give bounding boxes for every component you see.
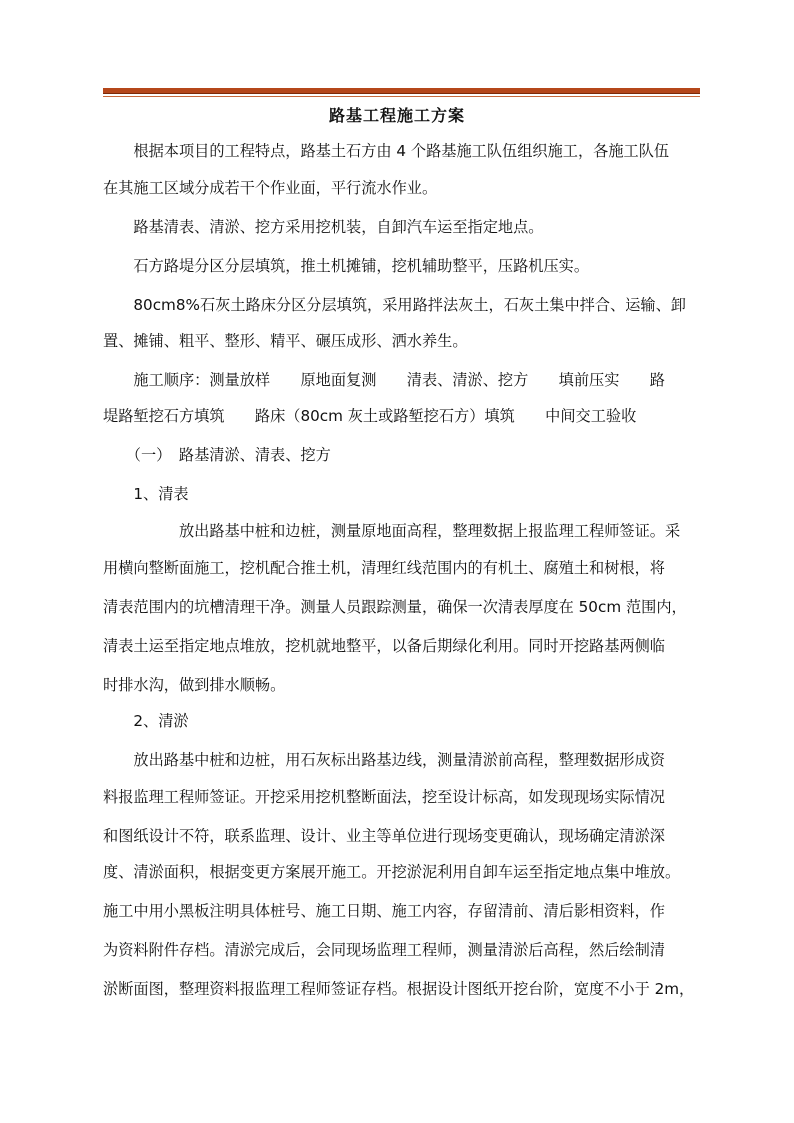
text-line: 清表范围内的坑槽清理干净。测量人员跟踪测量，确保一次清表厚度在 50cm 范围内， [103,598,687,616]
subsection-heading: 1、清表 [103,485,189,503]
text-line: 和图纸设计不符，联系监理、设计、业主等单位进行现场变更确认，现场确定清淤深 [103,827,665,845]
subsection-heading: 2、清淤 [103,712,189,730]
header-rule [103,88,700,94]
text-line: 放出路基中桩和边桩，用石灰标出路基边线，测量清淤前高程，整理数据形成资 [103,751,665,769]
text-line: 施工中用小黑板注明具体桩号、施工日期、施工内容，存留清前、清后影相资料，作 [103,902,665,920]
text-line: 时排水沟，做到排水顺畅。 [103,676,286,694]
text-line: 80cm8%石灰土路床分区分层填筑，采用路拌法灰土，石灰土集中拌合、运输、卸 [103,296,686,314]
text-line: 度、清淤面积，根据变更方案展开施工。开挖淤泥利用自卸车运至指定地点集中堆放。 [103,863,681,881]
text-line: 施工顺序：测量放样 原地面复测 清表、清淤、挖方 填前压实 路 [103,371,665,389]
section-heading: （一） 路基清淤、清表、挖方 [103,446,331,464]
text-line: 清表土运至指定地点堆放，挖机就地整平，以备后期绿化利用。同时开挖路基两侧临 [103,637,665,655]
text-line: 放出路基中桩和边桩，测量原地面高程，整理数据上报监理工程师签证。采 [103,522,681,540]
text-line: 淤断面图，整理资料报监理工程师签证存档。根据设计图纸开挖台阶，宽度不小于 2m， [103,980,695,998]
text-line: 用横向整断面施工，挖机配合推土机，清理红线范围内的有机土、腐殖土和树根，将 [103,559,665,577]
text-line: 置、摊铺、粗平、整形、精平、碾压成形、洒水养生。 [103,332,468,350]
text-line: 在其施工区域分成若干个作业面，平行流水作业。 [103,179,438,197]
text-line: 堤路堑挖石方填筑 路床（80cm 灰土或路堑挖石方）填筑 中间交工验收 [103,407,637,425]
header-rule-thin [103,96,700,97]
text-line: 料报监理工程师签证。开挖采用挖机整断面法，挖至设计标高，如发现现场实际情况 [103,788,665,806]
text-line: 路基清表、清淤、挖方采用挖机装，自卸汽车运至指定地点。 [103,218,544,236]
text-line: 石方路堤分区分层填筑，推土机摊铺，挖机辅助整平，压路机压实。 [103,257,589,275]
text-line: 根据本项目的工程特点，路基土石方由 4 个路基施工队伍组织施工，各施工队伍 [103,142,670,160]
document-title: 路基工程施工方案 [328,106,465,125]
text-line: 为资料附件存档。清淤完成后，会同现场监理工程师，测量清淤后高程，然后绘制清 [103,941,665,959]
